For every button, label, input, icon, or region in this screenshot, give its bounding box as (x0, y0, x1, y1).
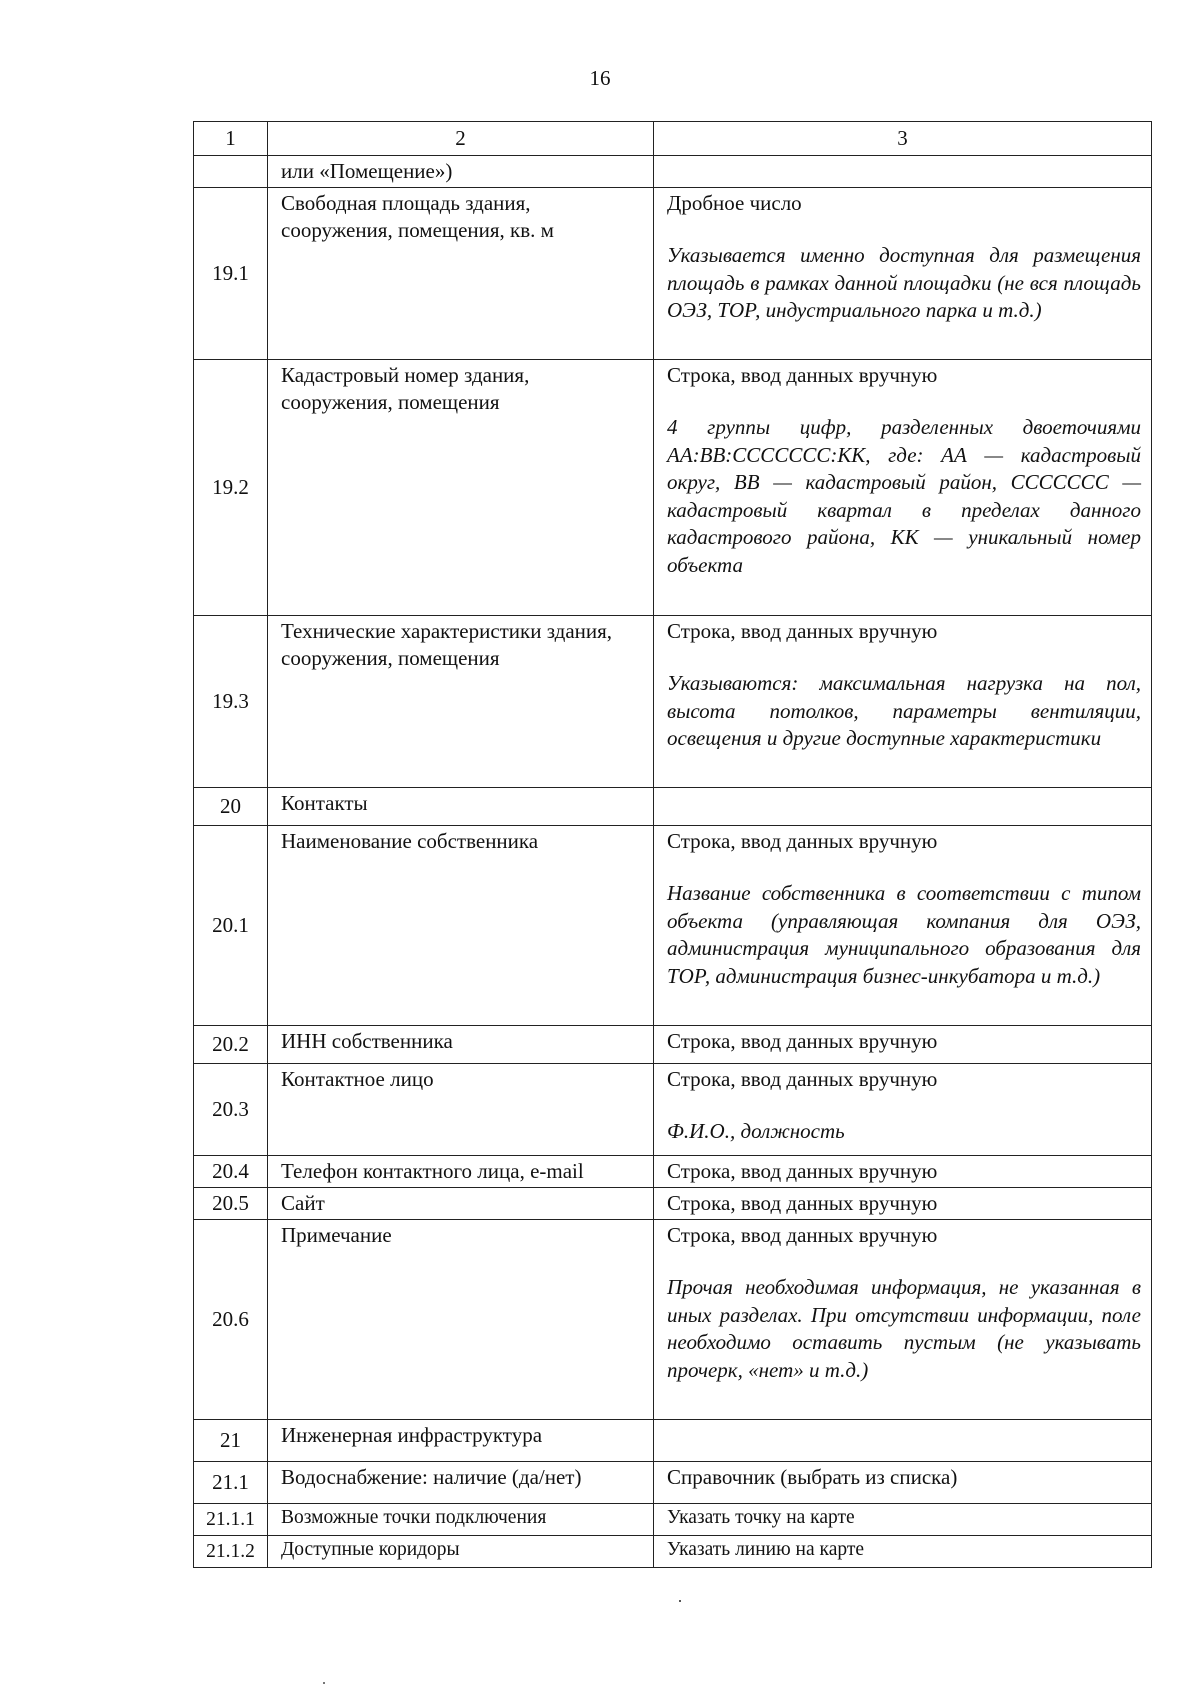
row-name: Кадастровый номер здания, сооружения, помещения (268, 360, 654, 616)
row-type (654, 616, 1152, 788)
row-name: или «Помещение») (268, 156, 654, 188)
row-number: 20.6 (194, 1220, 268, 1420)
row-number: 20.5 (194, 1188, 268, 1220)
row-type (654, 1420, 1152, 1462)
row-name: Возможные точки подключения (268, 1504, 654, 1536)
table-row (194, 1504, 1152, 1536)
row-number: 20.3 (194, 1064, 268, 1156)
row-name: Телефон контактного лица, e-mail (268, 1156, 654, 1188)
table-row (194, 1462, 1152, 1504)
row-note: Ф.И.О., должность (667, 1119, 845, 1143)
column-header: 3 (654, 122, 1152, 156)
row-number: 19.2 (194, 360, 268, 616)
row-type-text: Строка, ввод данных вручную (667, 1067, 938, 1091)
row-type-text: Строка, ввод данных вручную (667, 829, 938, 853)
row-number: 21 (194, 1420, 268, 1462)
table-row (194, 1188, 1152, 1220)
row-number: 20.1 (194, 826, 268, 1026)
table-row (194, 188, 1152, 360)
row-number: 20.4 (194, 1156, 268, 1188)
table-row (194, 1026, 1152, 1064)
attributes-table (193, 121, 1152, 1568)
table-row (194, 1156, 1152, 1188)
table-row (194, 1064, 1152, 1156)
table-row (194, 1220, 1152, 1420)
table-row (194, 826, 1152, 1026)
page-number: 16 (589, 66, 611, 90)
row-type-text: Строка, ввод данных вручную (667, 1223, 938, 1247)
row-number: 21.1.2 (194, 1536, 268, 1568)
row-name: Контактное лицо (268, 1064, 654, 1156)
table-row (194, 1420, 1152, 1462)
row-number: 20 (194, 788, 268, 826)
row-type (654, 156, 1152, 188)
row-type: Строка, ввод данных вручную (654, 1026, 1152, 1064)
table-row (194, 1536, 1152, 1568)
row-name: Примечание (268, 1220, 654, 1420)
row-name: Контакты (268, 788, 654, 826)
row-note: Название собственника в соответствии с типом объекта (управляющая компания для ОЭЗ, администрация муниципального образования для ТОР, администрация бизнес-инкубатора и т.д.) (667, 881, 1141, 988)
row-name: Доступные коридоры (268, 1536, 654, 1568)
table-row (194, 360, 1152, 616)
row-type-text: Строка, ввод данных вручную (667, 363, 938, 387)
row-type-text: Строка, ввод данных вручную (667, 619, 938, 643)
row-number: 19.3 (194, 616, 268, 788)
table-row (194, 788, 1152, 826)
row-number: 19.1 (194, 188, 268, 360)
row-type (654, 826, 1152, 1026)
row-type: Справочник (выбрать из списка) (654, 1462, 1152, 1504)
row-note: Указываются: максимальная нагрузка на пол, высота потолков, параметры вентиляции, освещения и другие доступные характеристики (667, 671, 1141, 750)
row-number (194, 156, 268, 188)
row-type (654, 1220, 1152, 1420)
row-type (654, 1064, 1152, 1156)
column-header: 1 (194, 122, 268, 156)
row-note: Прочая необходимая информация, не указанная в иных разделах. При отсутствии информации, поле необходимо оставить пустым (не указывать прочерк, «нет» и т.д.) (667, 1275, 1141, 1382)
table-row (194, 616, 1152, 788)
table-header-row (194, 122, 1152, 156)
row-name: Свободная площадь здания, сооружения, помещения, кв. м (268, 188, 654, 360)
row-type: Указать точку на карте (654, 1504, 1152, 1536)
column-header: 2 (268, 122, 654, 156)
row-type (654, 788, 1152, 826)
row-type-text: Дробное число (667, 191, 802, 215)
scan-speck (323, 1682, 325, 1684)
row-number: 21.1.1 (194, 1504, 268, 1536)
row-note: 4 группы цифр, разделенных двоеточиями АА:ВВ:ССССССС:КК, где: АА — кадастровый округ, ВВ — кадастровый район, ССССССС — кадастровый квартал в пределах данного кадастрового района, КК — уникальный номер объекта (667, 415, 1141, 577)
row-number: 21.1 (194, 1462, 268, 1504)
row-name: Сайт (268, 1188, 654, 1220)
row-name: Технические характеристики здания, сооружения, помещения (268, 616, 654, 788)
row-type (654, 360, 1152, 616)
row-name: Наименование собственника (268, 826, 654, 1026)
row-type: Строка, ввод данных вручную (654, 1188, 1152, 1220)
row-note: Указывается именно доступная для размещения площадь в рамках данной площадки (не вся площадь ОЭЗ, ТОР, индустриального парка и т.д.) (667, 243, 1141, 322)
row-type (654, 188, 1152, 360)
row-name: Инженерная инфраструктура (268, 1420, 654, 1462)
row-number: 20.2 (194, 1026, 268, 1064)
row-type: Строка, ввод данных вручную (654, 1156, 1152, 1188)
row-name: ИНН собственника (268, 1026, 654, 1064)
row-type: Указать линию на карте (654, 1536, 1152, 1568)
table-row (194, 156, 1152, 188)
scan-speck (679, 1600, 681, 1602)
row-name: Водоснабжение: наличие (да/нет) (268, 1462, 654, 1504)
